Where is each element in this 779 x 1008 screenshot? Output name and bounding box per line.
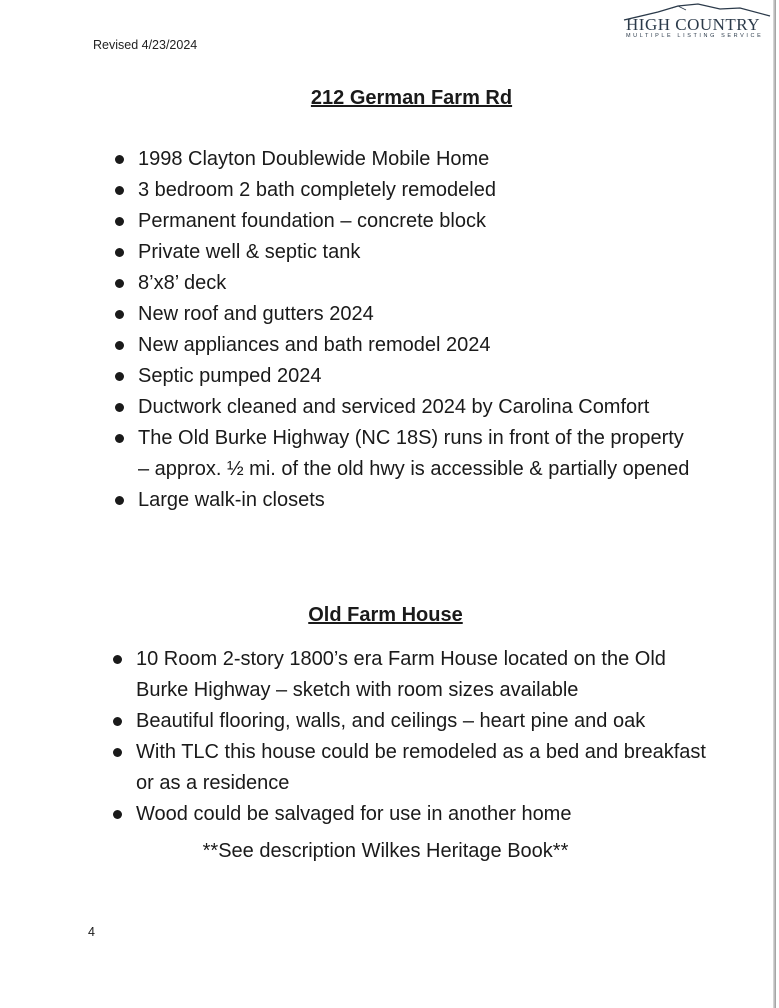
list-item: New roof and gutters 2024 [112,299,692,330]
section-heading-property: 212 German Farm Rd [310,87,513,109]
revised-date: Revised 4/23/2024 [93,38,198,52]
list-item: With TLC this house could be remodeled as a bed and breakfast or as a residence [110,737,710,799]
section-heading-farm-house: Old Farm House [308,604,463,626]
logo-title: HIGH COUNTRY [626,15,760,34]
heritage-note [0,840,779,863]
high-country-mls-logo [620,2,778,42]
list-item: New appliances and bath remodel 2024 [112,330,692,361]
list-item: Ductwork cleaned and serviced 2024 by Carolina Comfort [112,392,692,423]
list-item: Large walk-in closets [112,485,692,516]
logo-subtitle: MULTIPLE LISTING SERVICE [626,33,764,39]
list-item: The Old Burke Highway (NC 18S) runs in front of the property – approx. ½ mi. of the old hwy is accessible & partially opened [112,423,692,485]
list-item: Beautiful flooring, walls, and ceilings – heart pine and oak [110,706,710,737]
list-item: Private well & septic tank [112,237,692,268]
heritage-note-text: **See description Wilkes Heritage Book** [202,840,569,862]
list-item: 8’x8’ deck [112,268,692,299]
list-item: 10 Room 2-story 1800’s era Farm House located on the Old Burke Highway – sketch with room sizes available [110,644,710,706]
list-item: 1998 Clayton Doublewide Mobile Home [112,144,692,175]
farm-house-features-list [110,644,710,830]
list-item: Permanent foundation – concrete block [112,206,692,237]
list-item: Septic pumped 2024 [112,361,692,392]
list-item: Wood could be salvaged for use in another home [110,799,710,830]
list-item: 3 bedroom 2 bath completely remodeled [112,175,692,206]
property-features-list [112,144,692,516]
page-number: 4 [88,925,95,939]
